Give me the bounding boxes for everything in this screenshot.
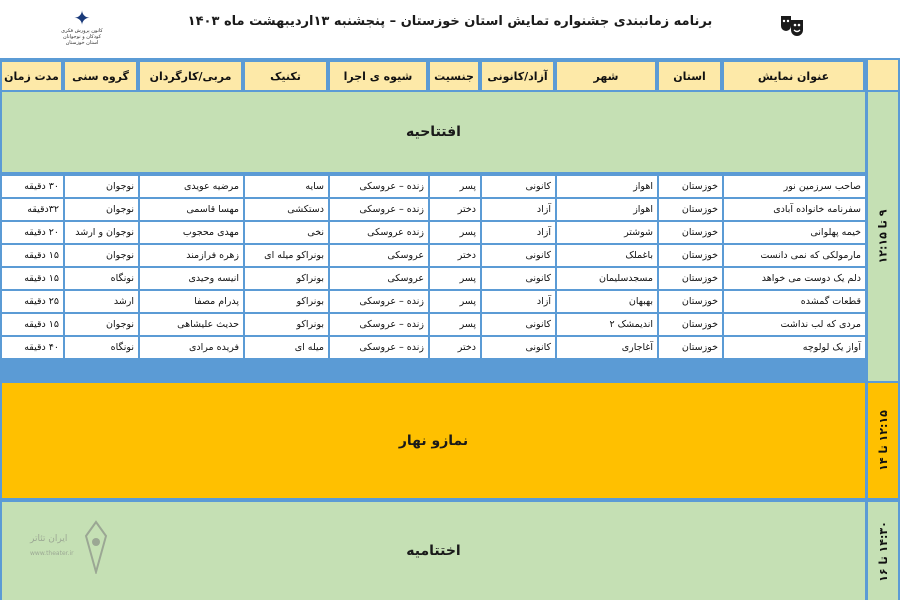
table-cell: آزاد [482,222,555,243]
table-cell: زنده – عروسکی [330,291,428,312]
table-cell: خوزستان [659,314,722,335]
table-cell: فریده مرادی [140,337,243,358]
table-cell: ۳۲دقیقه [2,199,63,220]
table-cell: پسر [430,291,480,312]
column-header: جنسیت [430,62,480,90]
table-cell: کانونی [482,314,555,335]
table-cell: انیسه وحیدی [140,268,243,289]
column-header: شهر [557,62,657,90]
table-cell: شوشتر [557,222,657,243]
watermark-url: www.theater.ir [30,550,74,557]
time-header-cell [868,60,898,90]
table-cell: کانونی [482,245,555,266]
table-cell: مرضیه عویدی [140,176,243,197]
closing-band: اختتامیه [2,502,865,600]
table-cell: مارمولکی که نمی دانست [724,245,865,266]
table-cell: صاحب سرزمین نور [724,176,865,197]
table-cell: نوجوان [65,245,138,266]
table-cell: کانونی [482,176,555,197]
table-cell: دستکشی [245,199,328,220]
table-cell: خوزستان [659,337,722,358]
table-cell: پدرام مصفا [140,291,243,312]
table-cell: آزاد [482,291,555,312]
time-slot-2 [868,383,898,498]
table-cell: زنده – عروسکی [330,337,428,358]
table-cell: اهواز [557,176,657,197]
table-cell: نوجوان [65,176,138,197]
table-cell: ۱۵ دقیقه [2,245,63,266]
column-header: مدت زمان [2,62,63,90]
table-cell: کانونی [482,337,555,358]
table-cell: خوزستان [659,176,722,197]
table-cell: مهسا قاسمی [140,199,243,220]
watermark [30,520,110,580]
table-cell: ۴۰ دقیقه [2,337,63,358]
table-cell: خوزستان [659,222,722,243]
kanoon-logo-text: کانون پرورش فکری کودکان و نوجوانان استان خوزستان [61,28,103,46]
table-cell: ۲۰ دقیقه [2,222,63,243]
table-cell: اهواز [557,199,657,220]
table-cell: عروسکی [330,245,428,266]
table-cell: خوزستان [659,291,722,312]
time-slot-1-label: ۹ تا ۱۲:۱۵ [876,209,890,264]
kanoon-logo [58,8,106,48]
table-cell: مهدی محجوب [140,222,243,243]
table-cell: آغاجاری [557,337,657,358]
table-cell: بونراکو میله ای [245,245,328,266]
table-cell: زنده – عروسکی [330,176,428,197]
column-header: مربی/کارگردان [140,62,243,90]
table-cell: آزاد [482,199,555,220]
table-cell: سفرنامه خانواده آبادی [724,199,865,220]
table-cell: مردی که لب نداشت [724,314,865,335]
table-cell: مسجدسلیمان [557,268,657,289]
column-header: عنوان نمایش [724,62,865,90]
table-cell: ۲۵ دقیقه [2,291,63,312]
break-band: نمازو نهار [2,383,865,498]
column-header: شیوه ی اجرا [330,62,428,90]
table-cell: بونراکو [245,314,328,335]
page-title: برنامه زمانبندی جشنواره تمایش استان خوزستان – پنجشنبه ۱۳اردیبهشت ماه ۱۴۰۳ [187,14,713,29]
table-cell: ارشد [65,291,138,312]
opening-band: افتتاحیه [2,92,865,172]
table-cell: زنده – عروسکی [330,314,428,335]
table-cell: پسر [430,314,480,335]
table-cell: قطعات گمشده [724,291,865,312]
table-cell: ۱۵ دقیقه [2,268,63,289]
table-cell: عروسکی [330,268,428,289]
table-cell: حدیث علیشاهی [140,314,243,335]
column-header: تکنیک [245,62,328,90]
table-cell: نوجوان [65,314,138,335]
table-cell: دختر [430,199,480,220]
table-cell: ۱۵ دقیقه [2,314,63,335]
table-cell: خوزستان [659,245,722,266]
table-cell: نخی [245,222,328,243]
table-cell: آواز یک لولوچه [724,337,865,358]
table-cell: پسر [430,176,480,197]
table-cell: پسر [430,222,480,243]
table-cell: خوزستان [659,268,722,289]
table-cell: خیمه پهلوانی [724,222,865,243]
table-cell: بونراکو [245,291,328,312]
theater-logo-icon [84,520,108,574]
table-cell: باغملک [557,245,657,266]
column-header: گروه سنی [65,62,138,90]
table-cell: کانونی [482,268,555,289]
time-slot-2-label: ۱۲:۱۵ تا ۱۴ [876,410,890,471]
watermark-text: ایران تئاتر [30,534,68,544]
table-cell: زنده عروسکی [330,222,428,243]
table-cell: میله ای [245,337,328,358]
table-cell: نوجوان [65,199,138,220]
column-header: آزاد/کانونی [482,62,555,90]
column-header: استان [659,62,722,90]
table-cell: سایه [245,176,328,197]
table-cell: نوجوان و ارشد [65,222,138,243]
table-cell: اندیمشک ۲ [557,314,657,335]
table-cell: دختر [430,245,480,266]
time-slot-3 [868,502,898,600]
kanoon-logo-icon: ✦ [73,6,91,30]
table-cell: ۳۰ دقیقه [2,176,63,197]
table-cell: زنده – عروسکی [330,199,428,220]
table-cell: زهره فرازمند [140,245,243,266]
table-cell: خوزستان [659,199,722,220]
table-cell: دلم یک دوست می خواهد [724,268,865,289]
table-cell: دختر [430,337,480,358]
table-cell: بهبهان [557,291,657,312]
page-header [0,0,900,58]
time-slot-1 [868,92,898,381]
table-cell: پسر [430,268,480,289]
table-cell: نونگاه [65,268,138,289]
table-cell: بونراکو [245,268,328,289]
theater-masks-icon [778,12,806,40]
time-slot-3-label: ۱۴:۳۰ تا ۱۶ [876,520,890,582]
table-cell: نونگاه [65,337,138,358]
